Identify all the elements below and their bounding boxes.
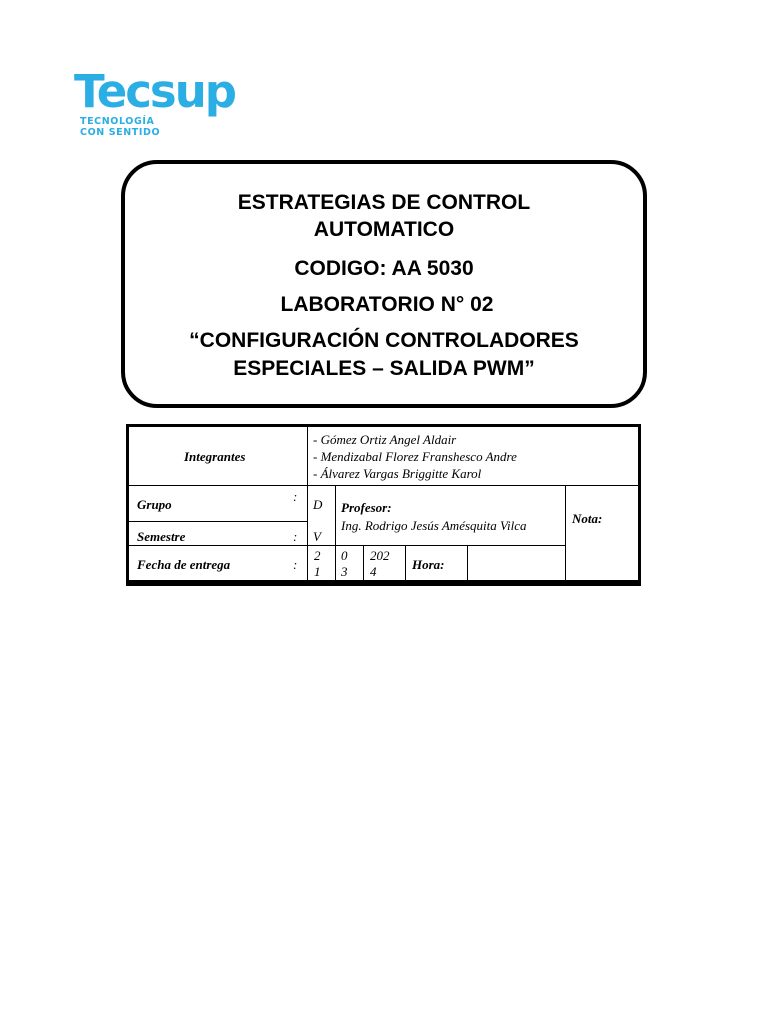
- grupo-value: D: [313, 497, 323, 512]
- fecha-month-digit-2: 3: [341, 564, 348, 579]
- col-divider: [335, 545, 336, 582]
- tecsup-logo: [74, 66, 254, 140]
- fecha-year-part-2: 4: [370, 564, 377, 579]
- grupo-label: Grupo: [137, 497, 172, 512]
- nota-label: Nota:: [572, 511, 603, 526]
- title-box: [121, 160, 647, 408]
- fecha-day-digit-1: 2: [314, 548, 321, 563]
- lab-subtitle-line2: ESPECIALES – SALIDA PWM”: [233, 357, 535, 380]
- lab-number: LABORATORIO N° 02: [280, 293, 494, 316]
- member-2: - Mendizabal Florez Franshesco Andre: [313, 449, 517, 464]
- logo-tagline: [80, 116, 160, 138]
- course-code: CODIGO: AA 5030: [294, 257, 474, 280]
- col-divider: [467, 545, 468, 582]
- row-divider: [129, 521, 307, 522]
- grupo-colon: :: [293, 489, 298, 504]
- col-divider: [565, 485, 566, 582]
- fecha-colon: :: [293, 557, 298, 572]
- row-divider: [129, 545, 565, 546]
- semestre-label: Semestre: [137, 529, 186, 544]
- fecha-month-digit-1: 0: [341, 548, 348, 563]
- course-title-line1: ESTRATEGIAS DE CONTROL: [237, 191, 531, 214]
- row-divider: [129, 485, 638, 486]
- logo-tagline-line1: TECNOLOGÍA: [80, 116, 155, 127]
- col-divider: [405, 545, 406, 582]
- fecha-year-part-1: 202: [370, 548, 390, 563]
- member-3: - Álvarez Vargas Briggitte Karol: [313, 466, 482, 481]
- profesor-name: Ing. Rodrigo Jesús Amésquita Vilca: [341, 518, 527, 533]
- fecha-day-digit-2: 1: [314, 564, 321, 579]
- member-1: - Gómez Ortiz Angel Aldair: [313, 432, 457, 447]
- logo-wordmark: Tecsup: [74, 65, 235, 118]
- row-divider: [129, 580, 638, 583]
- info-table: [126, 424, 641, 586]
- lab-subtitle-line1: “CONFIGURACIÓN CONTROLADORES: [189, 329, 579, 352]
- fecha-label: Fecha de entrega: [137, 557, 231, 572]
- integrantes-label: Integrantes: [184, 449, 246, 464]
- hora-label: Hora:: [412, 557, 445, 572]
- logo-tagline-line2: CON SENTIDO: [80, 127, 161, 138]
- col-divider: [307, 427, 308, 582]
- course-title-line2: AUTOMATICO: [313, 218, 455, 241]
- col-divider: [363, 545, 364, 582]
- semestre-value: V: [313, 529, 321, 544]
- profesor-label: Profesor:: [341, 500, 392, 515]
- semestre-colon: :: [293, 529, 298, 544]
